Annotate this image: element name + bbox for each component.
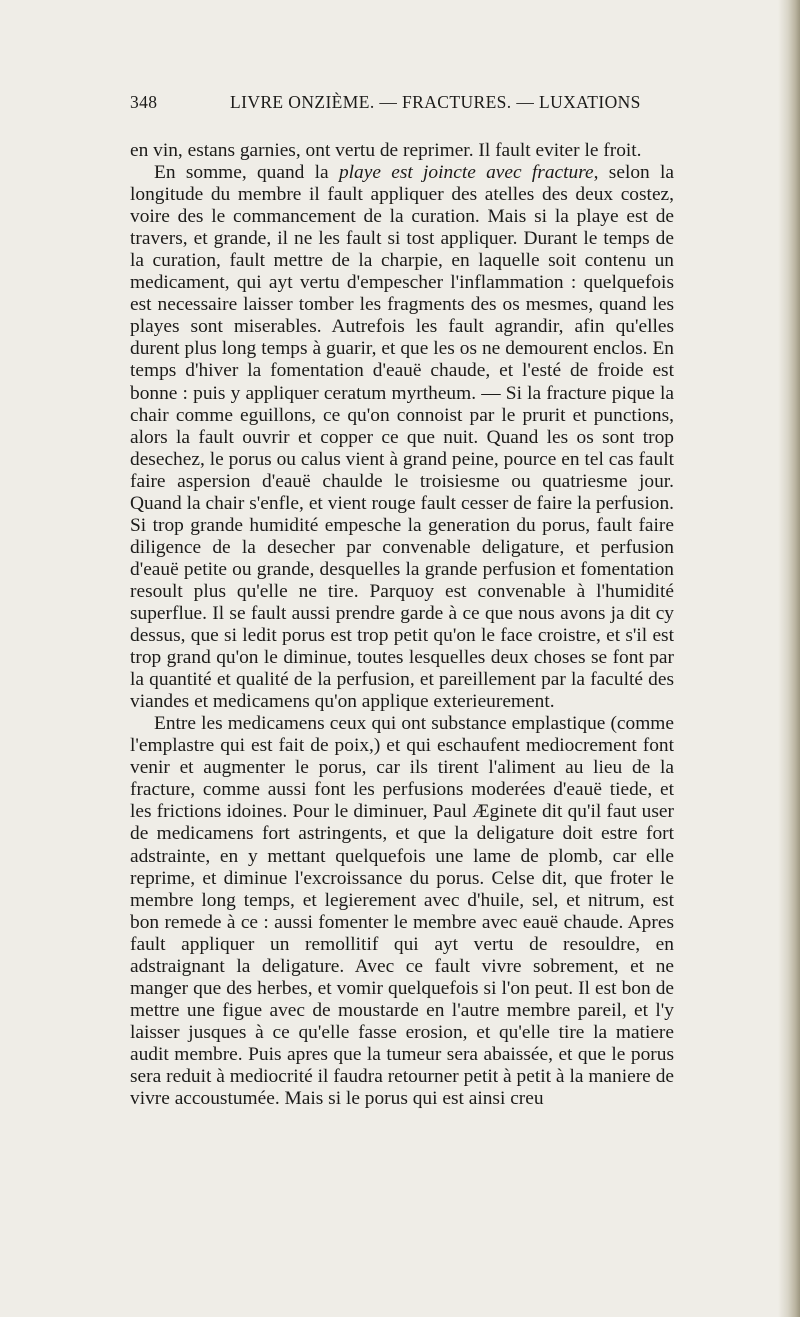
paragraph-text: Entre les medicamens ceux qui ont substance emplastique (comme l'emplastre qui est fait de poix,) et qui eschaufent mediocrement font venir et augmenter le porus, car ils tirent l'aliment au lieu de la fracture, comme aussi font les perfusions moderées d'eauë tiede, et les frictions idoines. Pour le diminuer, Paul Æginete dit qu'il faut user de medicamens fort astringents, et que la deligature doit estre fort adstrainte, en y mettant quelquefois une lame de plomb, car elle reprime, et diminue l'excroissance du porus. Celse dit, que froter le membre long temps, et legierement avec d'huile, sel, et nitrum, est bon remede à ce : aussi fomenter le membre avec eauë chaude. Apres fault appliquer un remollitif qui ayt vertu de resouldre, en adstraignant la deligature. Avec ce fault vivre sobrement, et ne manger que des herbes, et vomir quelquefois si l'on peut. Il est bon de mettre une figue avec de moustarde en l'autre membre pareil, et l'y laisser jusques à ce qu'elle fasse erosion, et qu'elle tire la matiere audit membre. Puis apres que la tumeur sera abaissée, et que le porus sera reduit à mediocrité il faudra retourner petit à petit à la maniere de vivre accoustumée. Mais si le porus qui est ainsi creu (130, 713, 674, 1110)
running-header (130, 92, 690, 116)
paragraph-text: En somme, quand la (154, 162, 339, 184)
paragraph-medicamens (130, 713, 674, 1110)
running-title: LIVRE ONZIÈME. — FRACTURES. — LUXATIONS (230, 92, 641, 112)
paragraph-playe-fracture (130, 162, 674, 713)
italic-phrase: playe est joincte avec fracture (338, 162, 594, 184)
paragraph-text: , selon la longitude du membre il fault appliquer des atelles des deux costez, voire des le commancement de la curation. Mais si la playe est de travers, et grande, il ne les fault si tost appliquer. Durant le temps de la curation, fault mettre de la charpie, en laquelle soit contenu un medicament, qui ayt vertu d'empescher l'inflammation : quelquefois est necessaire laisser tomber les fragments des os mesmes, quand les playes sont miserables. Autrefois les fault agrandir, afin qu'elles durent plus long temps à guarir, et que les os ne demourent enclos. En temps d'hiver la fomentation d'eauë chaude, et l'esté de froide est bonne : puis y appliquer ceratum myrtheum. — Si la fracture pique la chair comme eguillons, ce qu'on connoist par le prurit et punctions, alors la fault ouvrir et copper ce que nuit. Quand les os sont trop desechez, le porus ou calus vient à grand peine, pource en tel cas fault faire aspersion d'eauë chaulde le troisiesme ou quatriesme jour. Quand la chair s'enfle, et vient rouge fault cesser de faire la perfusion. Si trop grande humidité empesche la generation du porus, fault faire diligence de la desecher par convenable deligature, et perfusion d'eauë petite ou grande, desquelles la grande perfusion et fomentation resoult plus qu'elle ne tire. Parquoy est convenable à l'humidité superflue. Il se fault aussi prendre garde à ce que nous avons ja dit cy dessus, que si ledit porus est trop petit qu'on le face croistre, et s'il est trop grand qu'on le diminue, toutes lesquelles deux choses se font par la quantité et qualité de la perfusion, et pareillement par la faculté des viandes et medicamens qu'on applique exterieurement. (130, 162, 675, 713)
body-text (130, 140, 674, 1110)
paragraph-continuation (130, 140, 674, 162)
page-number: 348 (130, 92, 158, 112)
page-edge-shadow (778, 0, 800, 1317)
paragraph-text: en vin, estans garnies, ont vertu de reprimer. Il fault eviter le froit. (130, 140, 642, 161)
